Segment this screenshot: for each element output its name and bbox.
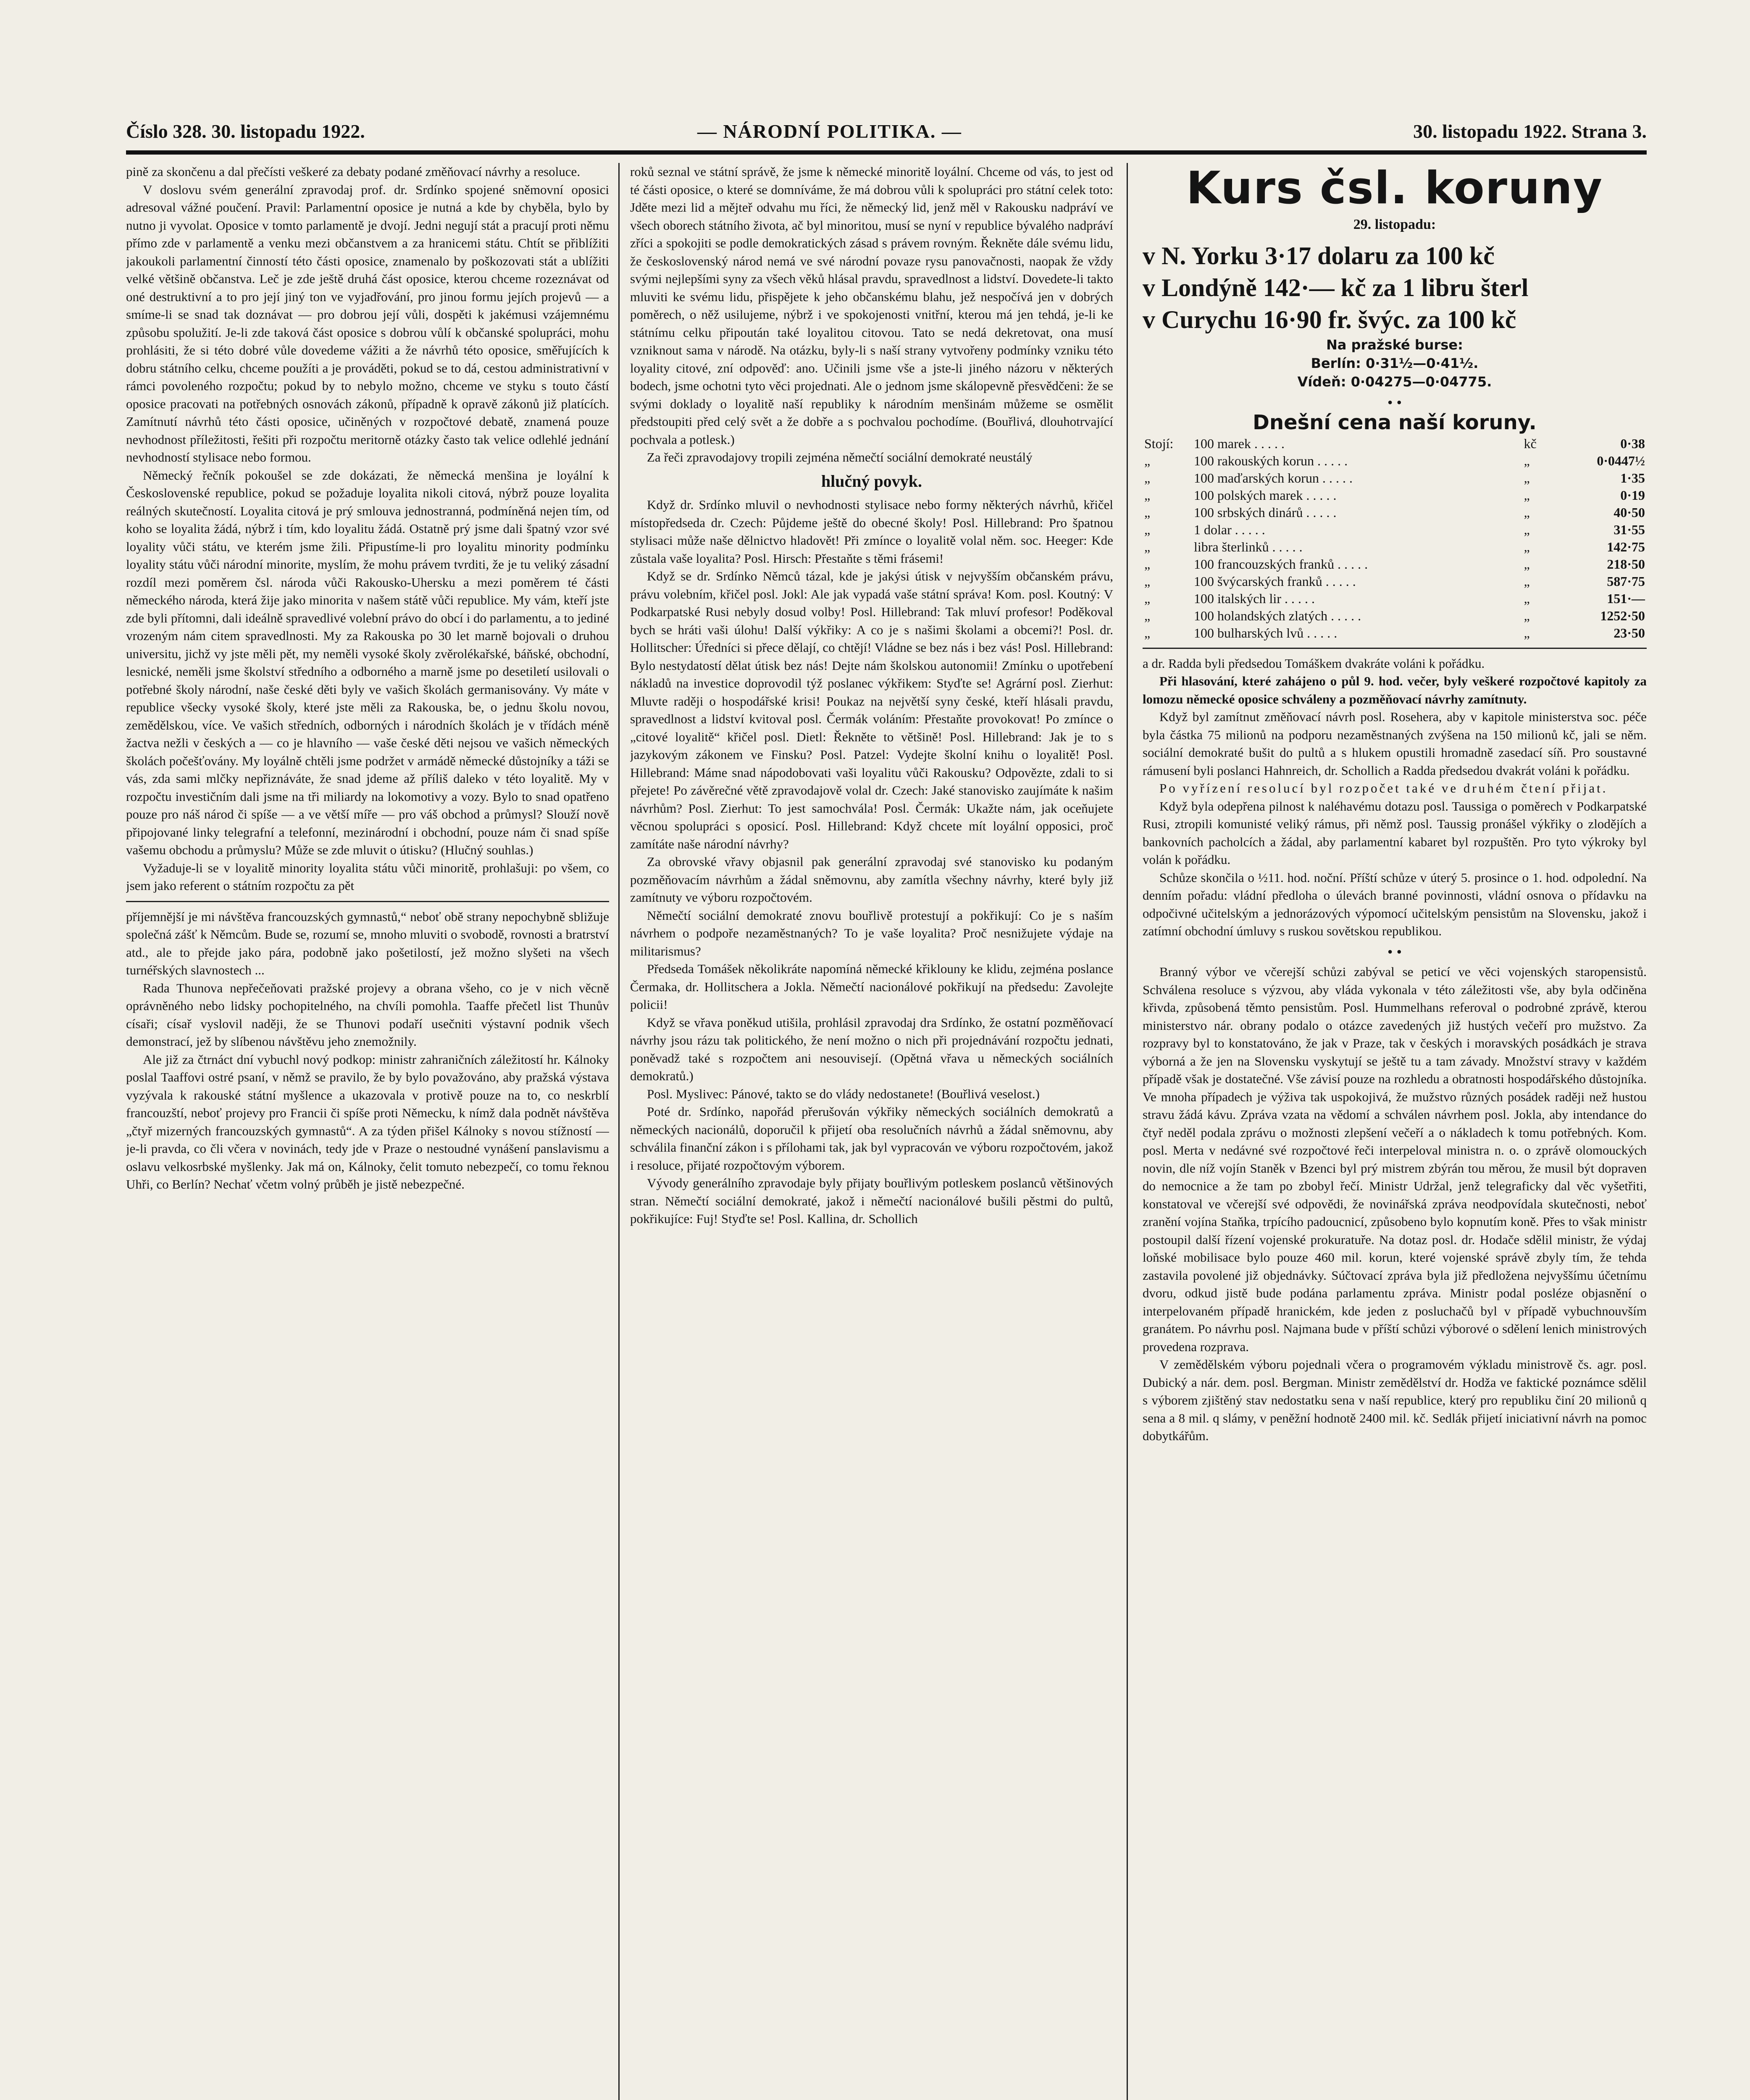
rate-new-york: v N. Yorku 3·17 dolaru za 100 kč <box>1143 242 1495 270</box>
currency-table <box>1143 435 1647 642</box>
currency-unit: „ <box>1524 487 1530 503</box>
currency-row <box>1143 625 1647 642</box>
currency-value: 1·35 <box>1620 470 1645 486</box>
rate-london: v Londýně 142·— kč za 1 libru šterl <box>1143 273 1529 302</box>
currency-label: 100 rakouských korun . . . . . <box>1194 453 1348 468</box>
paragraph: Poté dr. Srdínko, napořád přerušován výkřiky německých sociálních demokratů a německých nacionálů, doporučil k přijetí oba resolučních návrhů a žádal sněmovnu, aby schválila finanční zákon i s přílohami tak, jak byl vypracován ve výboru rozpočtovém, jakož i resoluce, přijaté rozpočtovým výborem. <box>630 1104 1113 1173</box>
currency-row-prefix: „ <box>1144 487 1151 503</box>
currency-label: 100 polských marek . . . . . <box>1194 487 1337 503</box>
currency-unit: kč <box>1524 436 1537 451</box>
paragraph: Když dr. Srdínko mluvil o nevhodnosti stylisace nebo formy některých návrhů, křičel místopředseda dr. Czech: Půjdeme ještě do obecné školy! Posl. Hillebrand: Pro špatnou stylisaci může naše dělnictvo hladovět! Při zmínce o loyalitě volal něm. soc. Heeger: Kde zůstala vaše loyalita? Posl. Hirsch: Přestaňte s těmi frásemi! <box>630 497 1113 566</box>
currency-value: 0·38 <box>1620 436 1645 451</box>
ornament-stars: • • <box>1387 394 1402 411</box>
currency-row-prefix: „ <box>1144 591 1151 606</box>
ornament-stars: • • <box>1387 943 1402 960</box>
exchange-rate-title: Kurs čsl. koruny <box>1186 163 1603 214</box>
header-masthead: — NÁRODNÍ POLITIKA. — <box>697 121 962 142</box>
currency-unit: „ <box>1524 556 1530 572</box>
currency-value: 23·50 <box>1613 625 1645 640</box>
currency-row-prefix: „ <box>1144 539 1151 554</box>
currency-value: 40·50 <box>1613 504 1645 520</box>
paragraph: Rada Thunova nepřečeňovati pražské projevy a obrana všeho, co je v nich věcně oprávněného nebo lidsky pochopitelného, na chvíli pomohla. Taaffe přečetl list Thunův císaři; císař vyslovil naději, že se Thunovi podaří usečniti výstavní podnik všech demonstrací, jež by slíbenou návštěvu jeho znemožnily. <box>126 980 609 1049</box>
currency-row <box>1143 487 1647 504</box>
section-divider <box>126 901 609 902</box>
currency-row <box>1143 470 1647 487</box>
burse-vienna: Vídeň: 0·04275—0·04775. <box>1297 373 1492 390</box>
paragraph: Když se dr. Srdínko Němců tázal, kde je jakýsi útisk v nejvyšším občanském právu, právu volebním, křičel posl. Jokl: Ale jak vypadá vaše státní správa! Kom. posl. Koutný: V Podkarpatské Rusi nebyly dosud volby! Posl. Hillebrand: Tak mluví profesor! Poděkoval bych se hráti vaši úlohu! Další výkřiky: A co je s našimi školami a obcemi?! Posl. dr. Hollitscher: Úředníci si přece dělají, co chtějí! Vládne se bez nás i bez vás! Posl. Hillebrand: Bylo nestydatostí dělat útisk bez nás! Dejte nám školskou autonomii! Zmínku o upotřebení nákladů na investice doprovodil týž poslanec výkřikem: Styďte se! Agrární posl. Zierhut: Mluvte raději o hospodářské krisi! Poukaz na největší syny české, kteří hlásali pravdu, spravedlnost a lidství kvitoval posl. Čermák voláním: Přestaňte provokovat! Po zmínce o „citové loyalitě“ křičel posl. Dietl: Řekněte to většině! Posl. Hillebrand: Jak je to s jazykovým zákonem ve Finsku? Posl. Patzel: Vydejte školní knihu o loyalitě! Posl. Hillebrand: Máme snad nápodobovati vaši loyalitu vůči Rakousku? Odpovězte, zdali to si přejete! Po závěrečné větě zpravodajově volal dr. Czech: Jaké stanovisko zaujímáte k našim návrhům? Posl. Zierhut: To jest samochvála! Posl. Čermák: Ukažte nám, jak oceňujete věcnou spolupráci s oposicí. Posl. Hillebrand: Když chcete mít loyální opposici, proč zamítáte naše národní návrhy? <box>630 569 1113 851</box>
newspaper-page <box>126 113 1647 2100</box>
paragraph: příjemnější je mi návštěva francouzských gymnastů,“ neboť obě strany nepochybně sbližuje společná zášť k Němcům. Bude se, rozumí se, mnoho mluviti o svobodě, rovnosti a bratrství atd., ale to přejde jako pára, podobně jako pošetilostí, jež možno slyšeti na všech turnéřských slavnostech ... <box>126 909 609 977</box>
paragraph: V doslovu svém generální zpravodaj prof. dr. Srdínko spojené sněmovní oposici adresoval vážné poučení. Pravil: Parlamentní oposice je nutná a kde by chyběla, bylo by nutno ji vyvolat. Oposice v tomto parlamentě je dvojí. Jedni negují stát a pracují proti němu přímo zde v parlamentě a venku mezi občanstvem a za hranicemi státu. Chtít se přiblížiti jakoukoli parlamentní činností této části oposice, znamenalo by poškozovati stát a ublížiti velké většině občanstva. Leč je zde ještě druhá část oposice, kterou chceme rozeznávat od oné destruktivní a to pro její jiný ton ve vyjadřování, pro jinou formu jejích projevů — a smíme-li se snad tak doznávat — pro dobrou její vůli, dospěti k jakémusi vzájemnému způsobu spolužití. Je-li zde taková část oposice s dobrou vůlí k občanské spolupráci, mohu prohlásiti, že si této dobré vůle dovedeme vážiti a že návrhů této oposice, směřujících k dobru státního celku, chceme použíti a je prováděti, pokud se to dá, cestou administrativní v rámci povoleného rozpočtu; pokud by to nebylo možno, chceme ve styku s touto částí oposice pracovati na potřebných osnovách zákonů, případně k opravě zákonů již platících. Zamítnutí návrhů této části oposice, učiněných v rozpočtové debatě, znamená pouze nevhodnost příležitosti, řešiti při rozpočtu meritorně otázky často tak velice odlehlé jednání nevhodností stylisace nebo formou. <box>126 182 609 465</box>
currency-row-prefix: „ <box>1144 556 1151 572</box>
paragraph: Branný výbor ve včerejší schůzi zabýval se peticí ve věci vojenských staropensistů. Schválena resoluce s výzvou, aby vláda vykonala v této záležitosti vše, aby byla odčiněna křivda, způsobená těmto pensistům. Posl. Hummelhans referoval o podrobné zprávě, kterou ministerstvo nár. obrany podalo o otázce zavedených již hustých večeří pro mužstvo. Za rozpravy byl to konstatováno, že jak v Praze, tak v českých i moravských posádkách je strava výborná a že jen na Slovensku vyskytují se ještě tu a tam závady. Množství stravy v každém případě však je dostatečné. Vše závisí pouze na rozhledu a obratnosti hospodářského důstojníka. Ve mnoha případech je výživa tak uspokojivá, že mužstvo různých posádek raději než hustou stravu žádá kávu. Zpráva vzata na vědomí a schválen návrhem posl. Jokla, aby intendance do čtyř neděl podala zprávu o možnosti zlepšení večeří a o nákladech k tomu potřebných. Kom. posl. Merta v nedávné své rozpočtové řeči interpeloval ministra n. o. o zprávě olomouckých novin, dle níž vojín Staněk v Bzenci byl prý mistrem zbýrán tou měrou, že musil být dopraven do nemocnice a že tam po zbobyl řečí. Ministr Udržal, jenž telegraficky dal věc vyšetřiti, konstatoval ve včerejší své odpovědi, že novinářská zpráva neodpovídala skutečnosti, neboť zranění vojína Staňka, trpícího padoucnicí, způsobeno bylo kopnutím koně. Přes to však ministr postoupil další řízení vojenské prokuratuře. Na dotaz posl. dr. Hodače sdělil ministr, že výdaj loňské mobilisace bylo pouze 460 mil. korun, které vojenské správě zbyly tím, že tehda zastavila povolené již objednávky. Súčtovací zpráva byla již předložena nejvyššímu účetnímu dvoru, odkud jistě bude podána parlamentu zpráva. Ministr podal posléze objasnění o interpelovaném případě hranickém, kde jeden z posluchačů byl v případě vybuchnouvším granátem. Po návrhu posl. Najmana bude v příští schůzi výborové o sdělení lenich ministrových provedena rozprava. <box>1143 964 1647 1354</box>
currency-label: 1 dolar . . . . . <box>1194 522 1265 537</box>
exchange-rate-date: 29. listopadu: <box>1353 217 1436 232</box>
header-issue: Číslo 328. 30. listopadu 1922. <box>126 121 365 142</box>
currency-label: 100 maďarských korun . . . . . <box>1194 470 1353 486</box>
paragraph: Vyžaduje-li se v loyalitě minority loyalita státu vůči minoritě, prohlašuji: po všem, co jsem jako referent o státním rozpočtu za pět <box>126 860 609 893</box>
paragraph: Německý řečník pokoušel se zde dokázati, že německá menšina je loyální k Československé republice, pokud se požaduje loyalita nikoli citová, nýbrž pouze loyalita reálných skutečností. Loyalita citová je prý smlouva jednostranná, podmíněná nejen tím, od koho se loyalita žádá, nýbrž i tím, kdo loyalitu žádá. Ostatně prý jsme dali špatný vzor své loyality vůči státu, ve kterém jsme žili. Připustíme-li pro loyalitu minority podmínku loyality státu vůči národní minorite, myslím, že mohu právem tvrditi, že je tu veliký zásadní rozdíl mezi poměrem čsl. národa vůči Rakousko-Uhersku a mezi poměrem té části německého národa, která žije jako minorita v našem státě vůči republice. My vám, kteří jste zde byli přítomni, dali ideálně spravedlivé volební právo do obcí i do parlamentu, a to jediné vrozeným nám citem spravedlnosti. My za Rakouska po 30 let marně bojovali o druhou universitu, jichž vy jste měli pět, my neměli vysoké školy zvěrolékařské, báňské, obchodní, lesnické, neměli jsme školství středního a odborného a marně jsme po desetiletí usilovali o potřebné školy národní, naše české děti byly ve vašich školách germanisovány. Vy máte v republice všecky vysoké školy, které jste měli za Rakouska, be, o jednu školu novou, zemědělskou, více. Ve vašich středních, odborných i národních školách je v třídách méně žactva nežli v českých a — co je hlavního — vaše české děti nejsou ve vašich německých školách počešťovány. My loyálně chtěli jsme podržet v armádě německé důstojníky a táži se vás, zda sami mlčky nepřiznáváte, že snad jdeme až příliš daleko v této loyalitě. My v rozpočtu investičním dali jsme na tři miliardy na lokomotivy a vozy. Bylo to snad opatřeno pouze pro náš národ či spíše — a ve větší míře — pro váš obchod a průmysl? Slouží nově připojované linky telegrafní a telefonní, mezinárodní i obchodní, pouze nám či snad spíše vašemu obchodu a průmyslu? Může se zde mluvit o útisku? (Hlučný souhlas.) <box>126 467 609 857</box>
paragraph: Při hlasování, které zahájeno o půl 9. hod. večer, byly veškeré rozpočtové kapitoly za lomozu německé oposice schváleny a pozměňovací návrhy zamítnuty. <box>1143 674 1647 706</box>
rate-zurich: v Curychu 16·90 fr. švýc. za 100 kč <box>1143 305 1516 333</box>
currency-label: libra šterlinků . . . . . <box>1194 539 1303 554</box>
currency-row <box>1143 435 1647 452</box>
currency-unit: „ <box>1524 504 1530 520</box>
burse-berlin: Berlín: 0·31½—0·41½. <box>1311 355 1479 371</box>
exchange-rate-box <box>1143 163 1647 642</box>
header-rule <box>126 150 1647 155</box>
currency-label: 100 bulharských lvů . . . . . <box>1194 625 1337 640</box>
paragraph: a dr. Radda byli předsedou Tomáškem dvakráte voláni k pořádku. <box>1143 656 1485 671</box>
currency-row-prefix: „ <box>1144 608 1151 623</box>
currency-label: 100 italských lir . . . . . <box>1194 591 1315 606</box>
paragraph: Němečtí sociální demokraté znovu bouřlivě protestují a pokřikují: Co je s naším návrhem o podpoře nezaměstnaných? To je vaše loyalita? Proč nesnižujete výdaje na militarismus? <box>630 908 1113 958</box>
currency-row-prefix: „ <box>1144 453 1151 468</box>
currency-unit: „ <box>1524 608 1530 623</box>
currency-row-prefix: „ <box>1144 470 1151 486</box>
paragraph: Za obrovské vřavy objasnil pak generální zpravodaj své stanovisko ku podaným pozměňovacím návrhům a žádal sněmovnu, aby zamítla všechny návrhy, které byly již zamítnuty ve výboru rozpočtovém. <box>630 854 1113 905</box>
page-header <box>126 113 1647 147</box>
column-1 <box>126 163 609 2100</box>
currency-row <box>1143 538 1647 556</box>
currency-unit: „ <box>1524 453 1530 468</box>
paragraph: Ale již za čtrnáct dní vybuchl nový podkop: ministr zahraničních záležitostí hr. Kálnoky poslal Taaffovi ostré psaní, v němž se pravilo, že by bylo považováno, aby pražská výstava vyzývala k rakouské státní myšlence a ukazovala v protivě pouze na to, co neskrblí francouzští, neboť projevy pro Francii či spíše proti Německu, k nímž dala podnět návštěva „čtyř mizerných francouzských gymnastů“. A za týden přišel Kálnoky s novou stížností — je-li pravda, co čli včera v novinách, tedy jde v Praze o nestoudné vynášení panslavismu a oslavu velkosrbské myšlenky. Jak má on, Kálnoky, čelit tomuto nebezpečí, co tomu řeknou Uhři, co Berlín? Nechať včetm volný průběh je jistě nebezpečné. <box>126 1052 609 1192</box>
currency-unit: „ <box>1524 522 1530 537</box>
currency-label: 100 švýcarských franků . . . . . <box>1194 573 1356 589</box>
currency-label: 100 francouzských franků . . . . . <box>1194 556 1368 572</box>
column-3 <box>1143 163 1647 2100</box>
currency-row-prefix: „ <box>1144 504 1151 520</box>
section-subheading: hlučný povyk. <box>821 471 922 491</box>
currency-row <box>1143 590 1647 607</box>
paragraph: Vývody generálního zpravodaje byly přijaty bouřlivým potleskem poslanců většinových stran. Němečtí sociální demokraté, jakož i němečtí nacionálové bušili pěstmi do pultů, pokřikujíce: Fuj! Styďte se! Posl. Kallina, dr. Schollich <box>630 1176 1113 1226</box>
currency-label: 100 srbských dinárů . . . . . <box>1194 504 1337 520</box>
currency-unit: „ <box>1524 539 1530 554</box>
section-divider <box>1143 648 1647 649</box>
currency-unit: „ <box>1524 573 1530 589</box>
currency-row <box>1143 452 1647 470</box>
currency-row <box>1143 521 1647 538</box>
column-2 <box>630 163 1113 2100</box>
paragraph: V zemědělském výboru pojednali včera o programovém výkladu ministrově čs. agr. posl. Dubický a nár. dem. posl. Bergman. Ministr zemědělství dr. Hodža ve faktické poznámce sdělil s výborem zjištěný stav nedostatku sena v naší republice, který pro republiku činí 20 milionů q sena a 8 mil. q slámy, v peněžní hodnotě 2400 mil. kč. Sedlák přijetí iniciativní návrh na pomoc dobytkářům. <box>1143 1357 1647 1443</box>
currency-row <box>1143 607 1647 625</box>
currency-value: 142·75 <box>1607 539 1645 554</box>
column-divider <box>1127 163 1128 2100</box>
currency-label: 100 holandských zlatých . . . . . <box>1194 608 1361 623</box>
currency-unit: „ <box>1524 591 1530 606</box>
paragraph: Když byla odepřena pilnost k naléhavému dotazu posl. Taussiga o poměrech v Podkarpatské Rusi, ztropili komunisté veliký rámus, při němž posl. Taussig pronášel výkřiky o zlodějích a bankovních pacholcích a žádal, aby parlamentní kabaret byl rozpuštěn. Pro tyto výkroky byl volán k pořádku. <box>1143 798 1647 867</box>
currency-value: 0·0447½ <box>1597 453 1645 468</box>
paragraph: Předseda Tomášek několikráte napomíná německé křiklouny ke klidu, zejména poslance Čermaka, dr. Hollitschera a Jokla. Němečtí nacionálové pokřikují na předsedu: Zavolejte policii! <box>630 961 1113 1012</box>
paragraph: Za řeči zpravodajovy tropili zejména němečtí sociální demokraté neustálý <box>647 450 1033 465</box>
currency-value: 31·55 <box>1613 522 1645 537</box>
currency-row-prefix: „ <box>1144 625 1151 640</box>
currency-row <box>1143 556 1647 573</box>
paragraph: pině za skončenu a dal přečísti veškeré za debaty podané změňovací návrhy a resoluce. <box>126 164 581 179</box>
paragraph: Posl. Myslivec: Pánové, takto se do vlády nedostanete! (Bouřlivá veselost.) <box>647 1086 1040 1101</box>
currency-row <box>1143 504 1647 521</box>
currency-value: 1252·50 <box>1600 608 1645 623</box>
currency-row-prefix: „ <box>1144 573 1151 589</box>
paragraph: Po vyřízení resolucí byl rozpočet také ve druhém čtení přijat. <box>1159 781 1608 795</box>
paragraph: roků seznal ve státní správě, že jsme k německé minoritě loyální. Chceme od vás, to jest od té části oposice, o které se domníváme, že má dobrou vůli k spolupráci pro státní celek toto: Jděte mezi lid a mějteř odvahu mu říci, že německý lid, jenž měl v Rakousku nadpráví ve všech oborech státního života, ač byl minoritou, musí se nyní v republice bývalého nadpráví zříci a spokojiti se podle demokratických zásad s právem rovným. Řekněte dále svému lidu, že československý národ nemá ve své národní povaze rysu panovačnosti, naopak že vždy svými nejlepšími syny za všech věků hlásal pravdu, spravedlnost a lidství. Dovedete-li takto mluviti ke svému lidu, přispějete k jeho občanskému blahu, jež nespočívá jen v dobrých poměrech, o něž usilujeme, nýbrž i ve spokojenosti vnitřní, kterou má jen tehdá, je-li ke státnímu celku připoután také loyalitou citovou. Tato se nedá dekretovat, ona musí vzniknout sama v národě. Na otázku, byly-li s naší strany vytvořeny podmínky vzniku této loyality citové, zní odpověď: ano. Učinili jsme vše a jste-li jiného názoru v některých bodech, jsme ochotni tyto věci projednati. Ale o jednom jsme skálopevně přesvědčeni: že se svými doklady o loyalitě naší republiky k národním menšinám můžeme se osmělit předstoupiti před celý svět a že dobře a s pochvalou pochodíme. (Bouřlivá, dlouhotrvající pochvala a potlesk.) <box>630 164 1113 447</box>
column-divider <box>618 163 620 2100</box>
currency-row <box>1143 573 1647 590</box>
paragraph: Schůze skončila o ½11. hod. noční. Příští schůze v úterý 5. prosince o 1. hod. odpolední. Na denním pořadu: vládní předloha o úlevách branné povinnosti, vládní osnova o přídavku na odpočivné učitelským a jednorázových výpomocí učitelským pensistům na Slovensku, jakož i zatímní obchodní úmluvy s ruskou sovětskou republikou. <box>1143 870 1647 938</box>
currency-value: 587·75 <box>1607 573 1645 589</box>
header-page-number: 30. listopadu 1922. Strana 3. <box>1413 121 1647 142</box>
paragraph: Když byl zamítnut změňovací návrh posl. Rosehera, aby v kapitole ministerstva soc. péče byla částka 75 milionů na podporu nezaměstnaných zvýšena na 150 milionů kč, jali se něm. sociální demokraté bušit do pultů a s hlukem opustili hromadně zasedací síň. Pro soustavné rámusení byli poslanci Hahnreich, dr. Schollich a Radda předsedou dvakrát voláni k pořádku. <box>1143 709 1647 778</box>
currency-unit: „ <box>1524 625 1530 640</box>
paragraph: Když se vřava poněkud utišila, prohlásil zpravodaj dra Srdínko, že ostatní pozměňovací návrhy jsou rázu tak politického, že není možno o nich při projednávání rozpočtu jednati, poněvadž také s rozpočtem ani nesouvisejí. (Opětná vřava u německých sociálních demokratů.) <box>630 1015 1113 1083</box>
currency-value: 151·— <box>1607 591 1645 606</box>
currency-value: 218·50 <box>1607 556 1645 572</box>
currency-row-prefix: „ <box>1144 522 1151 537</box>
currency-row-prefix: Stojí: <box>1144 436 1174 451</box>
currency-value: 0·19 <box>1620 487 1645 503</box>
currency-label: 100 marek . . . . . <box>1194 436 1285 451</box>
burse-heading: Na pražské burse: <box>1326 336 1463 353</box>
currency-table-title: Dnešní cena naší koruny. <box>1253 411 1537 434</box>
currency-unit: „ <box>1524 470 1530 486</box>
